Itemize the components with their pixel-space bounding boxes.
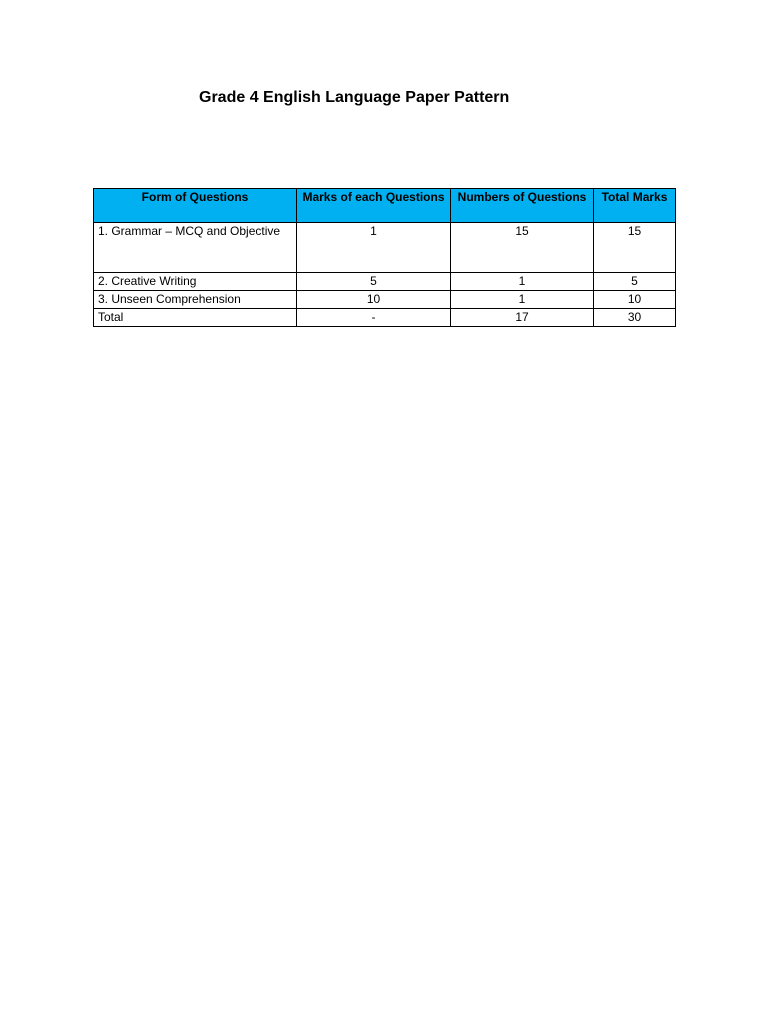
table-row	[94, 273, 676, 291]
table-header-row	[94, 189, 676, 223]
cell-form: Total	[94, 309, 297, 327]
cell-marks-each: 5	[297, 273, 451, 291]
cell-number-of-questions: 17	[451, 309, 594, 327]
header-marks-each: Marks of each Questions	[297, 189, 451, 223]
table-row-total	[94, 309, 676, 327]
cell-marks-each: 10	[297, 291, 451, 309]
cell-marks-each: 1	[297, 223, 451, 273]
document-title: Grade 4 English Language Paper Pattern	[199, 89, 510, 106]
cell-marks-each: -	[297, 309, 451, 327]
header-number-of-questions: Numbers of Questions	[451, 189, 594, 223]
table-row	[94, 291, 676, 309]
header-form-of-questions: Form of Questions	[94, 189, 297, 223]
cell-form: 1. Grammar – MCQ and Objective	[94, 223, 297, 273]
cell-total-marks: 10	[594, 291, 676, 309]
cell-total-marks: 15	[594, 223, 676, 273]
cell-total-marks: 5	[594, 273, 676, 291]
cell-form: 3. Unseen Comprehension	[94, 291, 297, 309]
cell-number-of-questions: 15	[451, 223, 594, 273]
table-row	[94, 223, 676, 273]
cell-number-of-questions: 1	[451, 273, 594, 291]
paper-pattern-table	[93, 188, 676, 327]
cell-number-of-questions: 1	[451, 291, 594, 309]
header-total-marks: Total Marks	[594, 189, 676, 223]
cell-form: 2. Creative Writing	[94, 273, 297, 291]
cell-total-marks: 30	[594, 309, 676, 327]
